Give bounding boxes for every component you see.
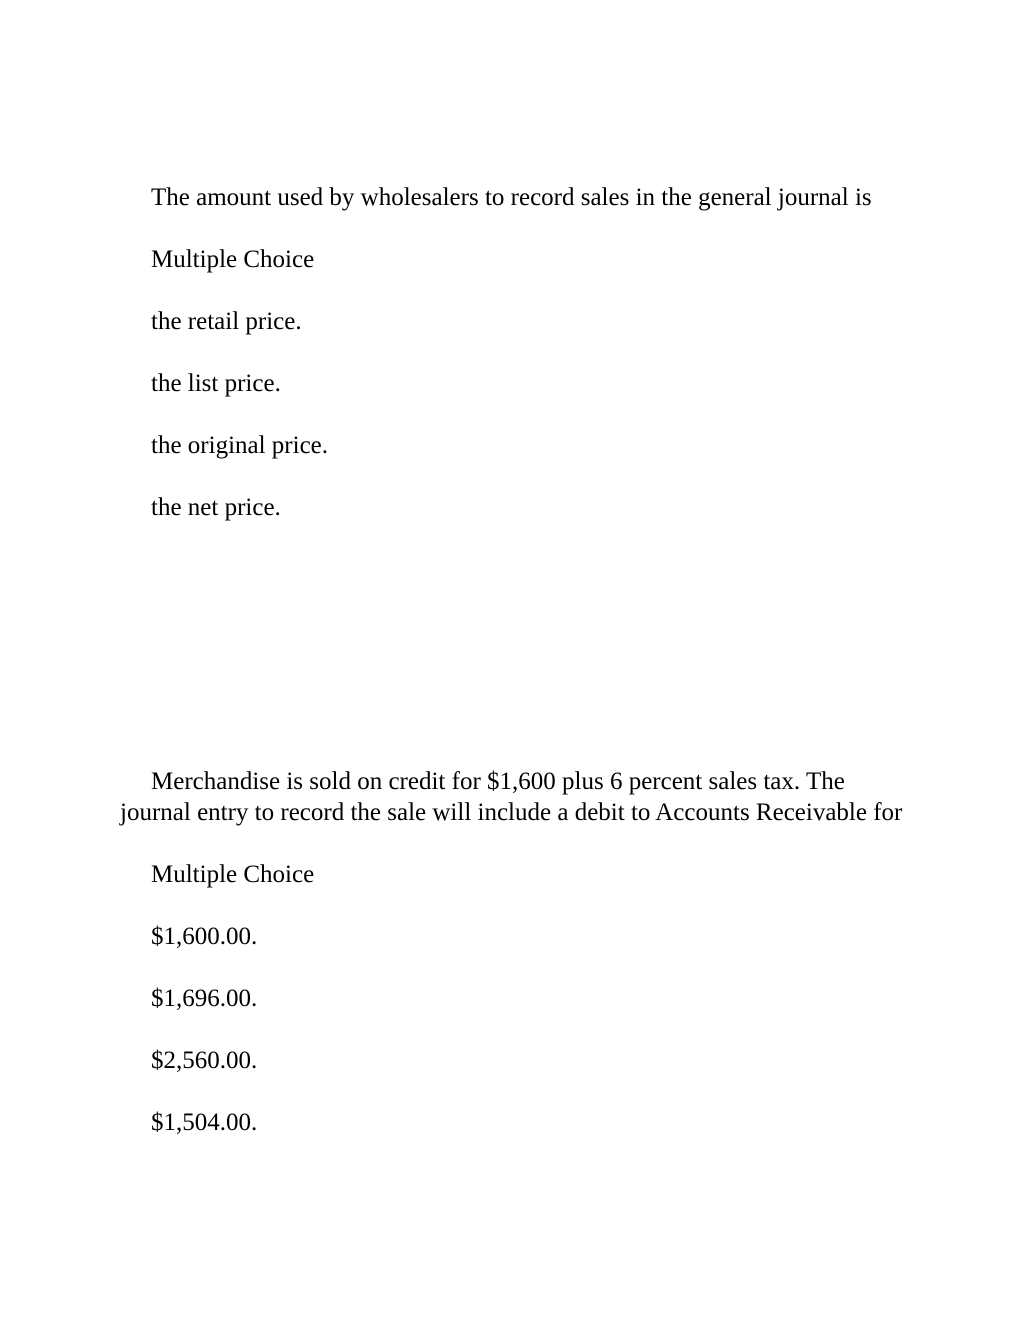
answer-option[interactable]: the original price.: [151, 432, 329, 459]
question-2: [120, 766, 910, 1138]
question-stem: The amount used by wholesalers to record sales in the general journal is: [151, 184, 872, 211]
answer-option[interactable]: the net price.: [151, 494, 281, 521]
answer-option[interactable]: $1,696.00.: [151, 985, 258, 1012]
answer-options: [120, 306, 910, 523]
question-1: [120, 182, 910, 523]
multiple-choice-label: Multiple Choice: [151, 246, 315, 273]
answer-options: [120, 921, 910, 1138]
answer-option[interactable]: $2,560.00.: [151, 1047, 258, 1074]
multiple-choice-label: Multiple Choice: [151, 861, 315, 888]
answer-option[interactable]: the retail price.: [151, 308, 302, 335]
question-stem: Merchandise is sold on credit for $1,600 plus 6 percent sales tax. The journal entry to record the sale will include a debit to Accounts Receivable for: [120, 768, 903, 826]
answer-option[interactable]: $1,600.00.: [151, 923, 258, 950]
answer-option[interactable]: the list price.: [151, 370, 281, 397]
answer-option[interactable]: $1,504.00.: [151, 1109, 258, 1136]
